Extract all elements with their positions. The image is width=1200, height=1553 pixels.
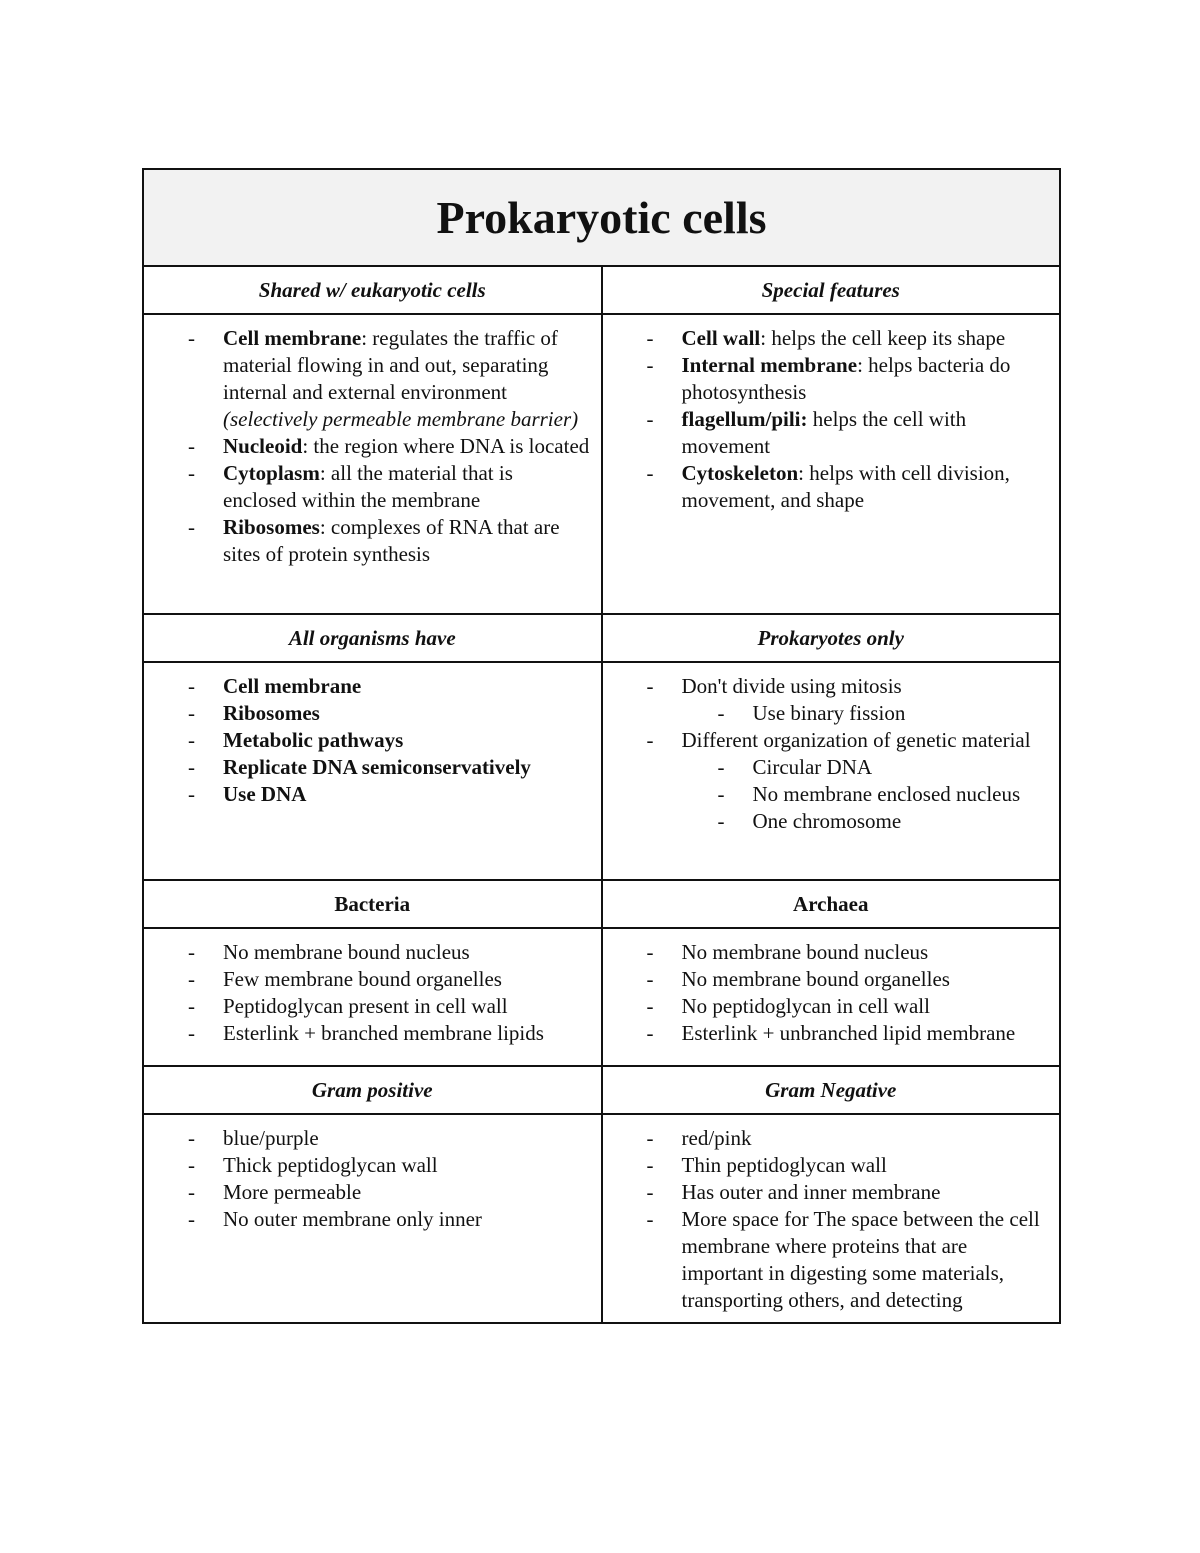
- item-text: Esterlink + branched membrane lipids: [223, 1021, 544, 1045]
- item-text: Few membrane bound organelles: [223, 967, 502, 991]
- item-text: No membrane enclosed nucleus: [752, 782, 1021, 806]
- list-item: [603, 1020, 1050, 1047]
- prokaryotes-only-list: [603, 673, 1050, 835]
- gram-positive-list: [144, 1125, 591, 1233]
- item-text: No membrane bound organelles: [681, 967, 950, 991]
- item-text: No membrane bound nucleus: [223, 940, 470, 964]
- bacteria-list: [144, 939, 591, 1047]
- item-text: Peptidoglycan present in cell wall: [223, 994, 508, 1018]
- bacteria-cell: [143, 928, 602, 1066]
- list-item: [603, 993, 1050, 1020]
- item-text: No membrane bound nucleus: [681, 940, 929, 964]
- list-item: [144, 700, 591, 727]
- item-text: Thin peptidoglycan wall: [681, 1153, 887, 1177]
- item-term: flagellum/pili:: [681, 407, 808, 431]
- list-item: [603, 754, 1050, 781]
- list-item: [603, 1152, 1050, 1179]
- item-text: Thick peptidoglycan wall: [223, 1153, 438, 1177]
- special-features-list: [603, 325, 1050, 514]
- header-all-organisms: All organisms have: [143, 614, 602, 662]
- item-term: Cell wall: [681, 326, 761, 350]
- item-term: Ribosomes: [223, 701, 320, 725]
- item-text: : helps bacteria do photosynthesis: [681, 353, 1011, 404]
- item-text: Don't divide using mitosis: [681, 674, 902, 698]
- list-item: [603, 727, 1050, 754]
- item-text: blue/purple: [223, 1126, 319, 1150]
- list-item: [144, 1179, 591, 1206]
- item-text: One chromosome: [752, 809, 902, 833]
- item-text: : the region where DNA is located: [302, 434, 590, 458]
- shared-features-list: [144, 325, 591, 568]
- list-item: [144, 433, 591, 460]
- prokaryotic-cells-table: [142, 168, 1061, 1324]
- item-text: Esterlink + unbranched lipid membrane: [681, 1021, 1016, 1045]
- item-text: : helps with cell division, movement, and shape: [681, 461, 1010, 512]
- list-item: [144, 460, 591, 514]
- item-text: More space for The space between the cell membrane where proteins that are important in digesting some materials, transporting others, and detecting: [681, 1207, 1040, 1312]
- archaea-list: [603, 939, 1050, 1047]
- list-item: [144, 966, 591, 993]
- list-item: [144, 1152, 591, 1179]
- all-organisms-list: [144, 673, 591, 808]
- list-item: [603, 966, 1050, 993]
- list-item: [144, 673, 591, 700]
- header-special-features: Special features: [602, 266, 1061, 314]
- item-term: Replicate DNA semiconservatively: [223, 755, 531, 779]
- header-shared-with-eukaryotic: Shared w/ eukaryotic cells: [143, 266, 602, 314]
- item-term: Use DNA: [223, 782, 307, 806]
- list-item: [603, 1125, 1050, 1152]
- header-bacteria: Bacteria: [143, 880, 602, 928]
- header-gram-negative: Gram Negative: [602, 1066, 1061, 1114]
- list-item: [144, 993, 591, 1020]
- list-item: [603, 673, 1050, 700]
- list-item: [603, 406, 1050, 460]
- header-archaea: Archaea: [602, 880, 1061, 928]
- list-item: [603, 325, 1050, 352]
- list-item: [144, 1125, 591, 1152]
- item-note: (selectively permeable membrane barrier): [223, 407, 579, 431]
- item-text: : regulates the traffic of material flowing in and out, separating internal and external environment: [223, 326, 558, 404]
- item-term: Ribosomes: [223, 515, 320, 539]
- shared-features-cell: [143, 314, 602, 614]
- item-term: Internal membrane: [681, 353, 858, 377]
- list-item: [144, 1020, 591, 1047]
- item-text: : complexes of RNA that are sites of protein synthesis: [223, 515, 560, 566]
- list-item: [603, 781, 1050, 808]
- list-item: [144, 754, 591, 781]
- list-item: [603, 1179, 1050, 1206]
- list-item: [603, 808, 1050, 835]
- archaea-cell: [602, 928, 1061, 1066]
- list-item: [144, 514, 591, 568]
- item-term: Cell membrane: [223, 326, 362, 350]
- special-features-cell: [602, 314, 1061, 614]
- item-text: helps the cell with movement: [681, 407, 967, 458]
- item-term: Cytoskeleton: [681, 461, 799, 485]
- item-text: Circular DNA: [752, 755, 873, 779]
- prokaryotes-only-cell: [602, 662, 1061, 880]
- list-item: [603, 939, 1050, 966]
- item-term: Nucleoid: [223, 434, 303, 458]
- all-organisms-cell: [143, 662, 602, 880]
- item-text: More permeable: [223, 1180, 362, 1204]
- list-item: [603, 460, 1050, 514]
- list-item: [603, 352, 1050, 406]
- item-text: : all the material that is enclosed within the membrane: [223, 461, 513, 512]
- list-item: [603, 700, 1050, 727]
- header-gram-positive: Gram positive: [143, 1066, 602, 1114]
- list-item: [144, 939, 591, 966]
- item-text: Different organization of genetic material: [681, 728, 1031, 752]
- item-term: Cytoplasm: [223, 461, 320, 485]
- item-term: Cell membrane: [223, 674, 362, 698]
- list-item: [144, 727, 591, 754]
- list-item: [144, 1206, 591, 1233]
- item-term: Metabolic pathways: [223, 728, 404, 752]
- gram-positive-cell: [143, 1114, 602, 1323]
- item-text: Use binary fission: [752, 701, 906, 725]
- gram-negative-list: [603, 1125, 1050, 1314]
- item-text: : helps the cell keep its shape: [760, 326, 1006, 350]
- item-text: No peptidoglycan in cell wall: [681, 994, 930, 1018]
- item-text: Has outer and inner membrane: [681, 1180, 941, 1204]
- list-item: [603, 1206, 1050, 1314]
- gram-negative-cell: [602, 1114, 1061, 1323]
- table-title: Prokaryotic cells: [143, 169, 1060, 266]
- list-item: [144, 781, 591, 808]
- header-prokaryotes-only: Prokaryotes only: [602, 614, 1061, 662]
- list-item: [144, 325, 591, 433]
- item-text: red/pink: [681, 1126, 752, 1150]
- item-text: No outer membrane only inner: [223, 1207, 482, 1231]
